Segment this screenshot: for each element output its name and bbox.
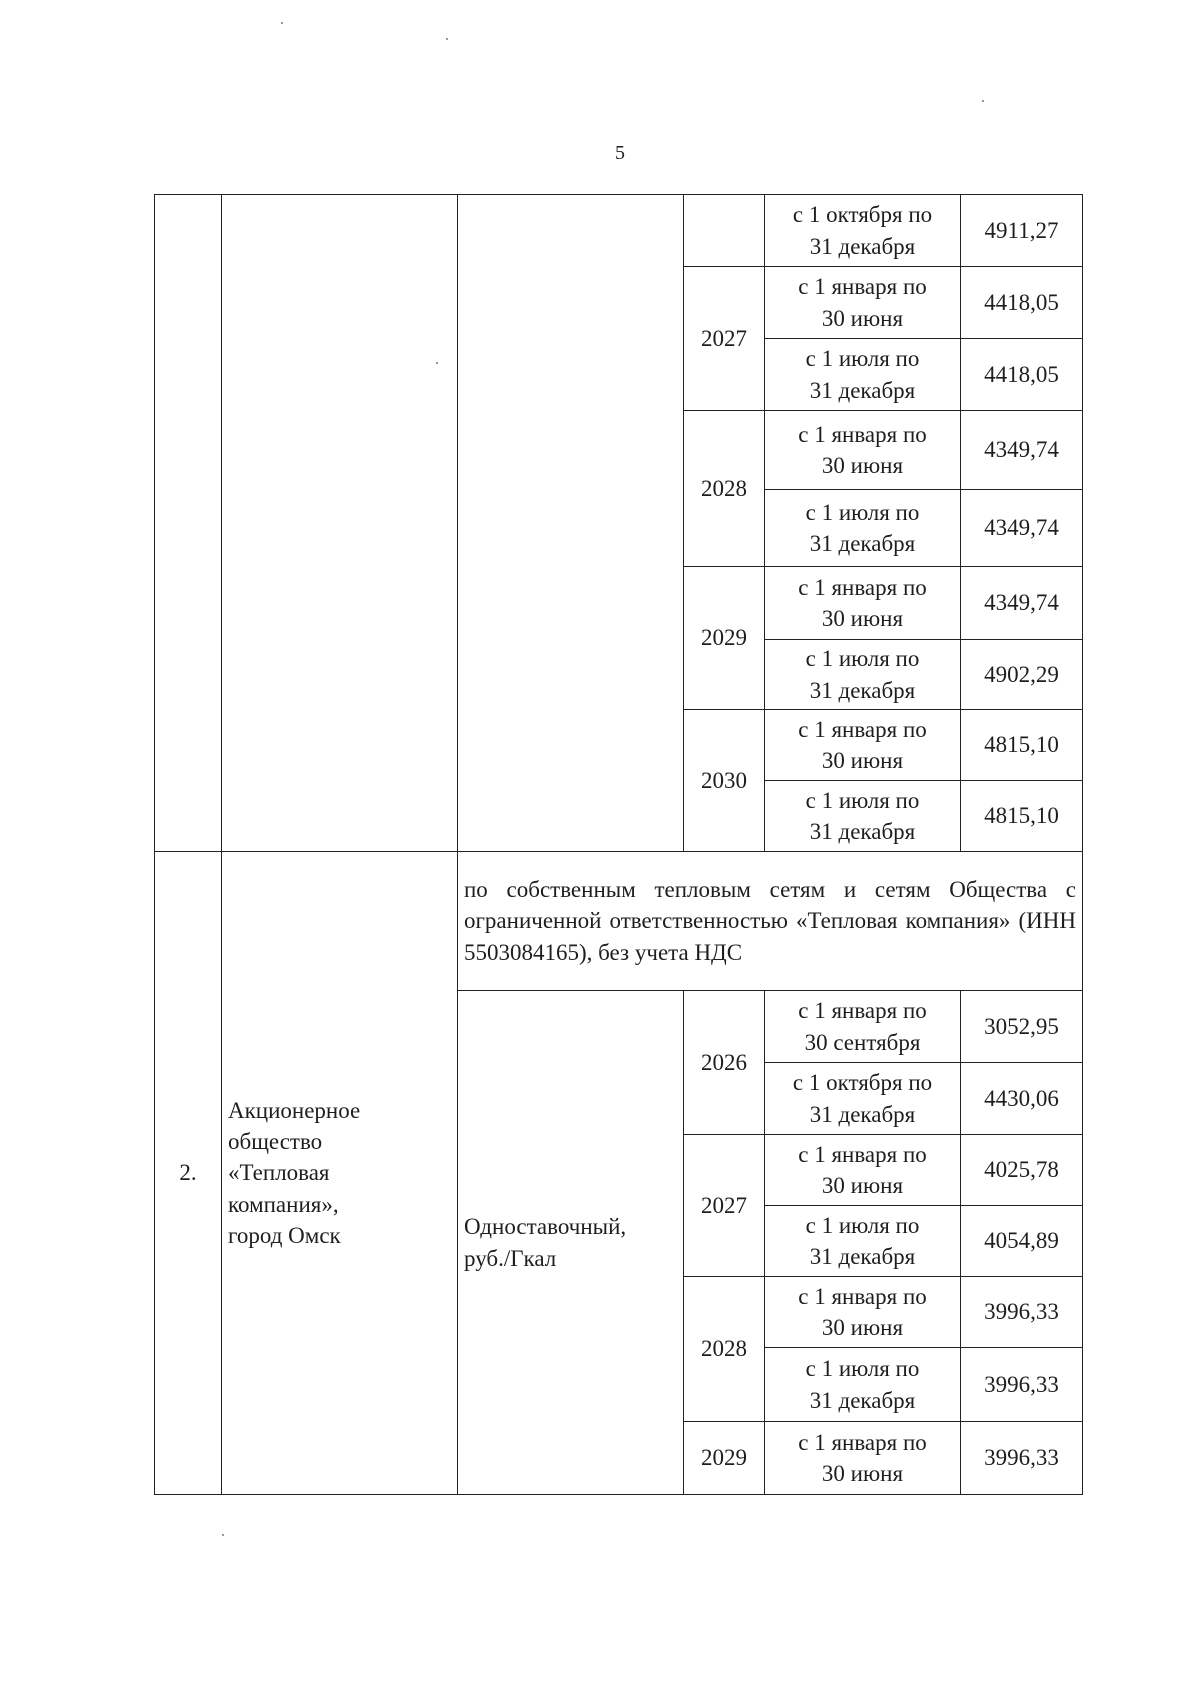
organization-name: Акционерное общество «Тепловая компания», город Омск	[222, 852, 458, 1495]
tariff-type: Одноставочный, руб./Гкал	[458, 991, 684, 1495]
tariff-value: 4418,05	[961, 267, 1083, 339]
period-cell: с 1 июля по 31 декабря	[765, 490, 961, 567]
year-cell: 2027	[684, 267, 765, 411]
period-cell: с 1 июля по 31 декабря	[765, 339, 961, 411]
year-cell: 2028	[684, 1277, 765, 1422]
period-cell: с 1 июля по 31 декабря	[765, 781, 961, 852]
page-number: 5	[615, 142, 625, 164]
tariff-value: 4349,74	[961, 490, 1083, 567]
year-cell: 2028	[684, 411, 765, 567]
year-cell: 2029	[684, 567, 765, 710]
period-cell: с 1 января по 30 июня	[765, 710, 961, 781]
number-cell	[155, 195, 222, 852]
period-cell: с 1 октября по 31 декабря	[765, 1063, 961, 1135]
period-cell: с 1 января по 30 июня	[765, 267, 961, 339]
period-cell: с 1 января по 30 июня	[765, 1135, 961, 1206]
period-cell: с 1 июля по 31 декабря	[765, 1206, 961, 1277]
tariff-value: 4418,05	[961, 339, 1083, 411]
year-cell: 2030	[684, 710, 765, 852]
scan-speck	[982, 100, 984, 102]
tariff-value: 4911,27	[961, 195, 1083, 267]
tariff-value: 4349,74	[961, 411, 1083, 490]
table-row	[155, 852, 1083, 991]
period-cell: с 1 января по 30 сентября	[765, 991, 961, 1063]
period-cell: с 1 июля по 31 декабря	[765, 640, 961, 710]
year-cell	[684, 195, 765, 267]
scan-speck	[446, 38, 448, 40]
period-cell: с 1 января по 30 июня	[765, 567, 961, 640]
tariff-value: 4815,10	[961, 781, 1083, 852]
tariff-value: 4025,78	[961, 1135, 1083, 1206]
scan-speck	[222, 1534, 224, 1536]
tariff-value: 3996,33	[961, 1348, 1083, 1422]
tariff-value: 3996,33	[961, 1422, 1083, 1495]
period-cell: с 1 января по 30 июня	[765, 1422, 961, 1495]
tariff-value: 3996,33	[961, 1277, 1083, 1348]
tariff-value: 4430,06	[961, 1063, 1083, 1135]
period-cell: с 1 января по 30 июня	[765, 411, 961, 490]
period-cell: с 1 января по 30 июня	[765, 1277, 961, 1348]
year-cell: 2026	[684, 991, 765, 1135]
tariff-type-cell	[458, 195, 684, 852]
tariff-table	[154, 194, 1083, 1495]
row-number: 2.	[155, 852, 222, 1495]
year-cell: 2027	[684, 1135, 765, 1277]
organization-cell	[222, 195, 458, 852]
table-row	[155, 195, 1083, 267]
tariff-value: 4902,29	[961, 640, 1083, 710]
network-description: по собственным тепловым сетям и сетям Общества с ограниченной ответственностью «Тепловая компания» (ИНН 5503084165), без учета НДС	[458, 852, 1083, 991]
scan-speck	[281, 22, 283, 24]
tariff-value: 3052,95	[961, 991, 1083, 1063]
tariff-value: 4815,10	[961, 710, 1083, 781]
scan-speck	[436, 362, 438, 364]
tariff-value: 4054,89	[961, 1206, 1083, 1277]
period-cell: с 1 июля по 31 декабря	[765, 1348, 961, 1422]
year-cell: 2029	[684, 1422, 765, 1495]
tariff-value: 4349,74	[961, 567, 1083, 640]
period-cell: с 1 октября по 31 декабря	[765, 195, 961, 267]
